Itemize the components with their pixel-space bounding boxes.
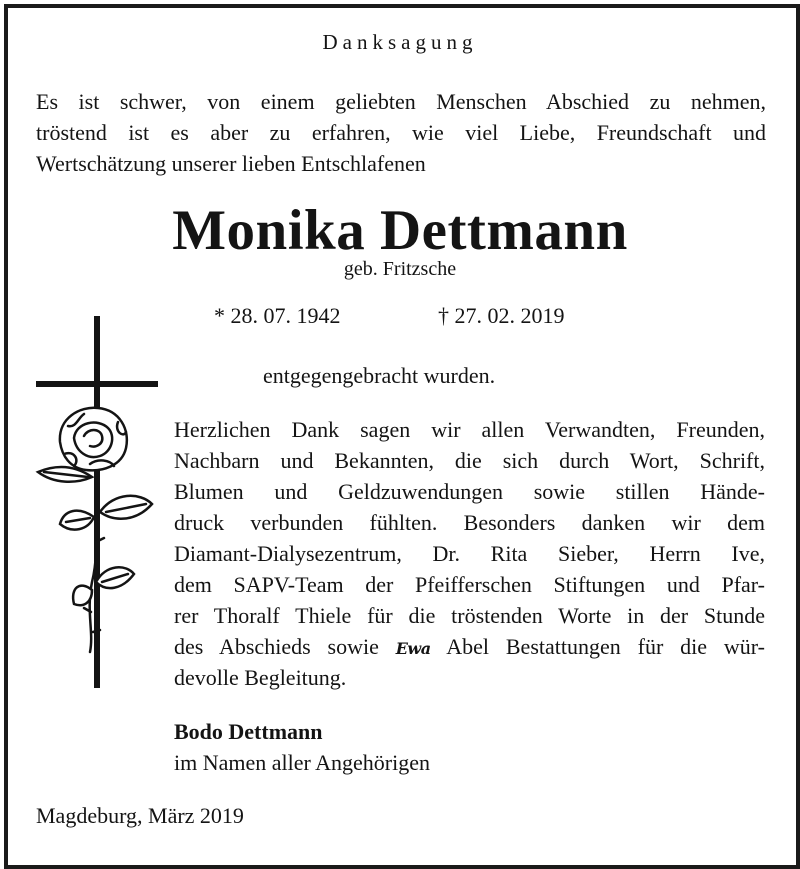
thanks-line-end: Abel Bestattungen für die wür- [446,634,765,659]
intro-line: tröstend ist es aber zu erfahren, wie viel Liebe, Freundschaft und [36,120,766,145]
thanks-line: rer Thoralf Thiele für die tröstenden Worte in der Stunde [174,603,765,628]
undertaker-logo: Ewa [395,639,431,658]
thanks-line: devolle Begleitung. [174,665,347,690]
death-date: † 27. 02. 2019 [438,303,565,328]
continuation-line: entgegengebracht wurden. [263,363,496,388]
heading: Danksagung [322,30,478,54]
signatory-note: im Namen aller Angehörigen [174,750,430,775]
thanks-line: Blumen und Geldzuwendungen sowie stillen Hände- [174,479,765,504]
thanks-line: druck verbunden fühlten. Besonders danken wir dem [174,510,765,535]
thanks-line: dem SAPV-Team der Pfeifferschen Stiftungen und Pfar- [174,572,765,597]
thanks-line: Nachbarn und Bekannten, die sich durch Wort, Schrift, [174,448,765,473]
place-date: Magdeburg, März 2019 [36,803,244,828]
cross-with-rose [30,312,165,692]
intro-line: Es ist schwer, von einem geliebten Menschen Abschied zu nehmen, [36,89,766,114]
thanks-line: Herzlichen Dank sagen wir allen Verwandten, Freunden, [174,417,765,442]
signatory-name: Bodo Dettmann [174,719,323,744]
intro-line: Wertschätzung unserer lieben Entschlafenen [36,151,426,176]
thanks-line-start: des Abschieds sowie [174,634,379,659]
thanks-line: Diamant-Dialysezentrum, Dr. Rita Sieber, Herrn Ive, [174,541,765,566]
birth-date: * 28. 07. 1942 [214,303,341,328]
deceased-name: Monika Dettmann [172,199,628,262]
thanks-line-undertaker [174,631,765,664]
maiden-name: geb. Fritzsche [343,258,457,280]
